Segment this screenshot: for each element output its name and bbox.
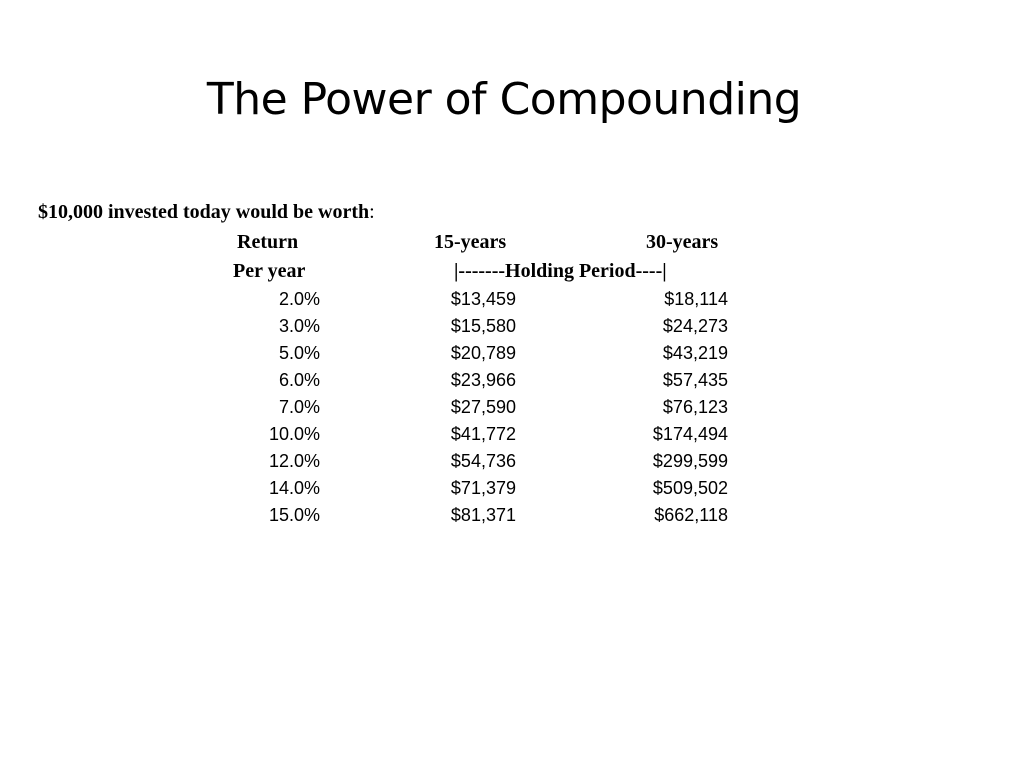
value-30-years-cell: $18,114 bbox=[664, 289, 728, 309]
header-15-years: 15-years bbox=[434, 231, 507, 253]
table-row bbox=[0, 286, 1024, 313]
table-row bbox=[0, 313, 1024, 340]
table-row bbox=[0, 448, 1024, 475]
slide-title: The Power of Compounding bbox=[206, 74, 802, 125]
intro-text bbox=[38, 198, 375, 226]
value-15-years-cell: $54,736 bbox=[450, 451, 516, 471]
rate-cell: 5.0% bbox=[278, 343, 320, 363]
rate-cell: 12.0% bbox=[268, 451, 320, 471]
value-30-years-cell: $299,599 bbox=[652, 451, 728, 471]
compounding-table-body bbox=[0, 286, 1024, 529]
rate-cell: 2.0% bbox=[278, 289, 320, 309]
intro-bold-text: $10,000 invested today would be worth bbox=[38, 201, 370, 223]
table-row bbox=[0, 502, 1024, 529]
value-15-years-cell: $23,966 bbox=[450, 370, 516, 390]
value-15-years-cell: $15,580 bbox=[450, 316, 516, 336]
value-30-years-cell: $509,502 bbox=[652, 478, 728, 498]
intro-suffix: : bbox=[369, 201, 375, 223]
rate-cell: 14.0% bbox=[268, 478, 320, 498]
table-row bbox=[0, 367, 1024, 394]
rate-cell: 6.0% bbox=[278, 370, 320, 390]
value-15-years-cell: $71,379 bbox=[450, 478, 516, 498]
value-30-years-cell: $76,123 bbox=[662, 397, 728, 417]
header-holding-period: |-------Holding Period----| bbox=[454, 260, 667, 282]
rate-cell: 7.0% bbox=[278, 397, 320, 417]
value-15-years-cell: $81,371 bbox=[450, 505, 516, 525]
table-row bbox=[0, 394, 1024, 421]
rate-cell: 10.0% bbox=[268, 424, 320, 444]
rate-cell: 15.0% bbox=[268, 505, 320, 525]
header-return: Return bbox=[237, 231, 299, 253]
value-15-years-cell: $13,459 bbox=[450, 289, 516, 309]
value-15-years-cell: $41,772 bbox=[450, 424, 516, 444]
value-30-years-cell: $24,273 bbox=[662, 316, 728, 336]
rate-cell: 3.0% bbox=[278, 316, 320, 336]
table-row bbox=[0, 340, 1024, 367]
table-row bbox=[0, 475, 1024, 502]
table-row bbox=[0, 421, 1024, 448]
value-30-years-cell: $174,494 bbox=[652, 424, 728, 444]
value-30-years-cell: $662,118 bbox=[654, 505, 728, 525]
header-30-years: 30-years bbox=[646, 231, 719, 253]
value-30-years-cell: $57,435 bbox=[662, 370, 728, 390]
value-30-years-cell: $43,219 bbox=[662, 343, 728, 363]
value-15-years-cell: $20,789 bbox=[450, 343, 516, 363]
header-per-year: Per year bbox=[233, 260, 306, 282]
value-15-years-cell: $27,590 bbox=[450, 397, 516, 417]
